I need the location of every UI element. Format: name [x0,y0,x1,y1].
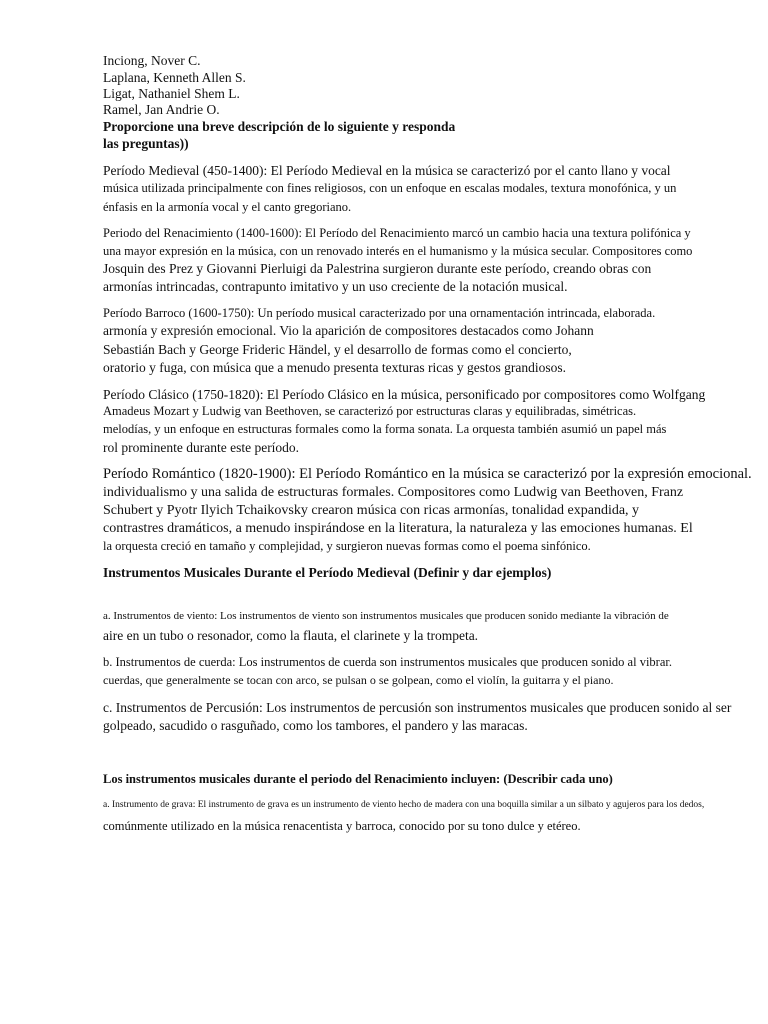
paragraph-line: énfasis en la armonía vocal y el canto gregoriano. [103,200,352,214]
paragraph-line: Sebastián Bach y George Frideric Händel, y el desarrollo de formas como el concierto, [103,342,572,357]
item-line: cuerdas, que generalmente se tocan con arco, se pulsan o se golpean, como el violín, la guitarra y el piano. [103,673,614,687]
item-line: a. Instrumentos de viento: Los instrumentos de viento son instrumentos musicales que producen sonido mediante la vibración de [103,610,669,622]
item-line: a. Instrumento de grava: El instrumento de grava es un instrumento de viento hecho de madera con una boquilla similar a un silbato y agujeros para los dedos, [103,800,705,810]
paragraph-line: oratorio y fuga, con música que a menudo presenta texturas ricas y gestos grandiosos. [103,360,566,375]
paragraph-line: Schubert y Pyotr Ilyich Tchaikovsky crearon música con ricas armonías, tonalidad expandida, y [103,503,640,518]
section-heading-renaissance-instruments: Los instrumentos musicales durante el periodo del Renacimiento incluyen: (Describir cada uno) [103,772,613,786]
paragraph-line: Período Medieval (450-1400): El Período Medieval en la música se caracterizó por el canto llano y vocal [103,163,671,178]
paragraph-line: individualismo y una salida de estructuras formales. Compositores como Ludwig van Beethoven, Franz [103,485,684,500]
item-line: golpeado, sacudido o rasguñado, como los tambores, el pandero y las maracas. [103,718,528,733]
section-heading-medieval-instruments: Instrumentos Musicales Durante el Período Medieval (Definir y dar ejemplos) [103,565,552,580]
item-line: b. Instrumentos de cuerda: Los instrumentos de cuerda son instrumentos musicales que producen sonido al vibrar. [103,655,672,669]
paragraph-line: Josquin des Prez y Giovanni Pierluigi da Palestrina surgieron durante este período, creando obras con [103,261,652,276]
paragraph-line: melodías, y un enfoque en estructuras formales como la forma sonata. La orquesta también asumió un papel más [103,422,667,436]
item-line: comúnmente utilizado en la música renacentista y barroca, conocido por su tono dulce y etéreo. [103,819,581,833]
paragraph-line: rol prominente durante este período. [103,440,300,455]
item-line: c. Instrumentos de Percusión: Los instrumentos de percusión son instrumentos musicales que producen sonido al ser [103,700,732,715]
paragraph-line: Período Clásico (1750-1820): El Período Clásico en la música, personificado por compositores como Wolfgang [103,387,706,402]
instructions-line: las preguntas)) [103,136,189,151]
paragraph-line: la orquesta creció en tamaño y complejidad, y surgieron nuevas formas como el poema sinfónico. [103,539,591,553]
paragraph-line: armonías intrincadas, contrapunto imitativo y un uso creciente de la notación musical. [103,279,568,294]
author-name: Ramel, Jan Andrie O. [103,102,220,117]
paragraph-line: contrastres dramáticos, a menudo inspirándose en la literatura, la naturaleza y las emociones humanas. El [103,521,693,536]
paragraph-line: Período Romántico (1820-1900): El Período Romántico en la música se caracterizó por la expresión emocional. [103,466,752,482]
paragraph-line: una mayor expresión en la música, con un renovado interés en el humanismo y la música secular. Compositores como [103,244,693,258]
paragraph-line: armonía y expresión emocional. Vio la aparición de compositores destacados como Johann [103,323,594,338]
paragraph-line: música utilizada principalmente con fines religiosos, con un enfoque en escalas modales, textura monofónica, y un [103,181,677,195]
instructions-line: Proporcione una breve descripción de lo siguiente y responda [103,119,456,134]
author-name: Laplana, Kenneth Allen S. [103,70,246,85]
paragraph-line: Periodo del Renacimiento (1400-1600): El Período del Renacimiento marcó un cambio hacia una textura polifónica y [103,226,691,240]
paragraph-line: Período Barroco (1600-1750): Un período musical caracterizado por una ornamentación intrincada, elaborada. [103,306,656,320]
author-name: Inciong, Nover C. [103,53,201,68]
item-line: aire en un tubo o resonador, como la flauta, el clarinete y la trompeta. [103,628,479,643]
paragraph-line: Amadeus Mozart y Ludwig van Beethoven, se caracterizó por estructuras claras y equilibradas, simétricas. [103,404,637,418]
author-name: Ligat, Nathaniel Shem L. [103,86,240,101]
